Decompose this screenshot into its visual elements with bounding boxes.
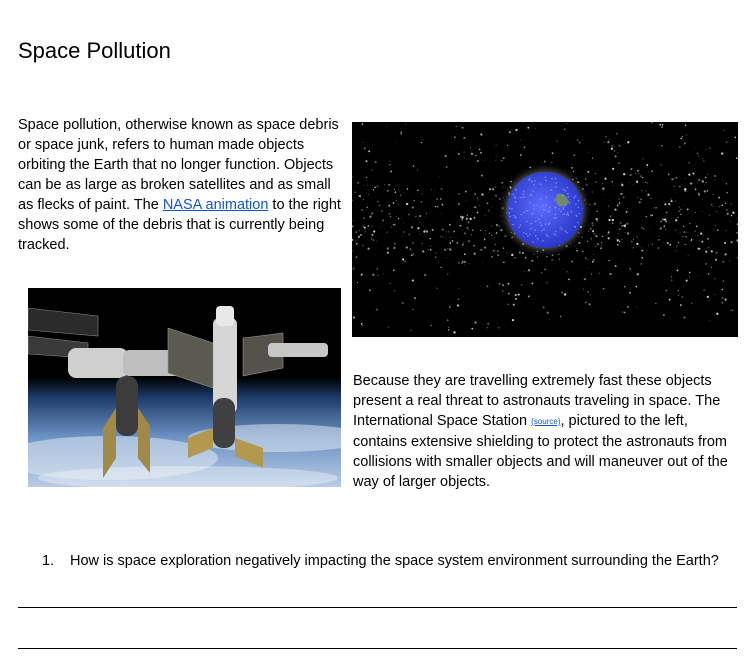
question-number: 1. bbox=[42, 553, 55, 569]
intro-text-start: Space pollution, otherwise known as space debris or space junk, refers to human made objects orbiting the Earth that no longer function. Objects can be as large as broken satellites and as small as flecks of paint. The bbox=[18, 117, 339, 213]
page-title: Space Pollution bbox=[18, 38, 171, 63]
intro-paragraph bbox=[18, 115, 348, 255]
iss-text-start: Because they are travelling extremely fast these objects present a real threat to astronauts traveling in space. The International Space Station bbox=[353, 373, 721, 429]
space-station-image bbox=[28, 288, 341, 487]
nasa-animation-link[interactable]: NASA animation bbox=[162, 197, 269, 213]
question-1 bbox=[42, 551, 719, 571]
space-debris-image bbox=[352, 122, 738, 337]
source-link[interactable]: (source) bbox=[531, 417, 561, 426]
question-text: How is space exploration negatively impacting the space system environment surrounding the Earth? bbox=[70, 553, 719, 569]
intro-text-end: to the right shows some of the debris that is currently being tracked. bbox=[18, 197, 341, 253]
iss-text-end: , pictured to the left, contains extensive shielding to protect the astronauts from collisions with smaller objects and will maneuver out of the way of larger objects. bbox=[353, 413, 728, 490]
iss-paragraph bbox=[353, 371, 743, 492]
answer-line-1[interactable] bbox=[18, 607, 737, 608]
answer-line-2[interactable] bbox=[18, 648, 737, 649]
